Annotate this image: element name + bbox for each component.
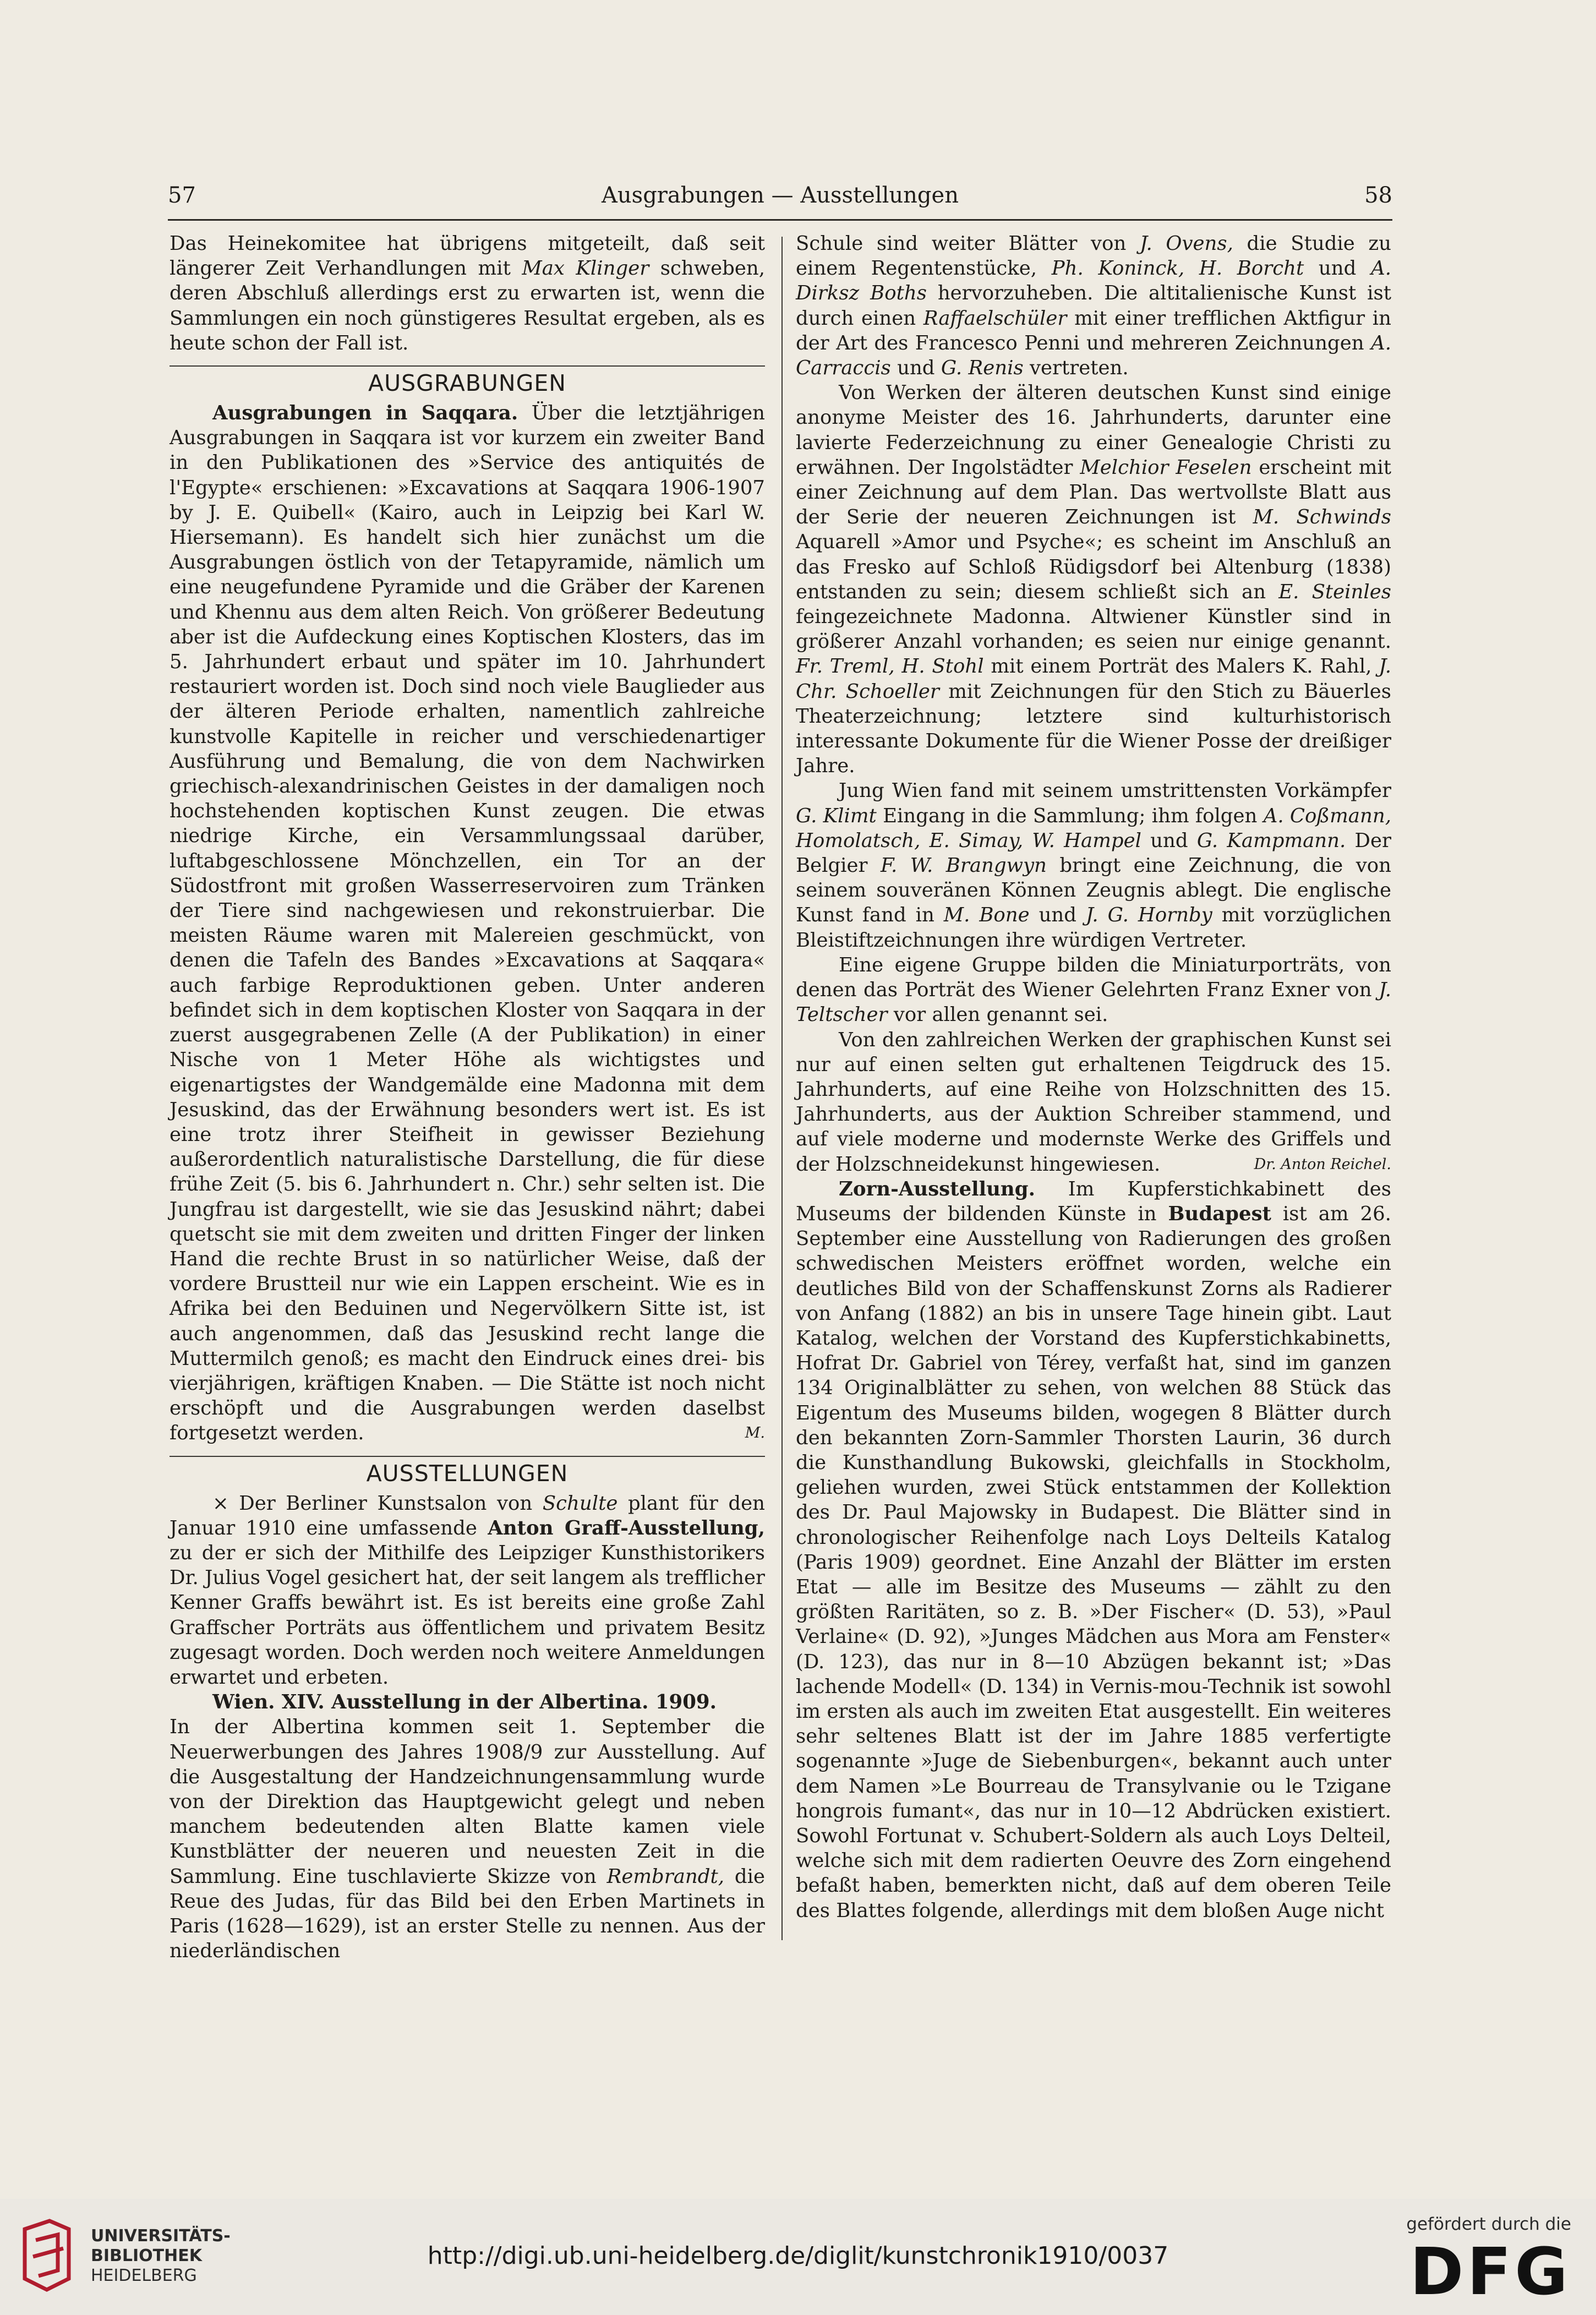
heine-paragraph: Das Heinekomitee hat übrigens mitgeteilt, daß seit längerer Zeit Verhandlungen mit Max Klinger schweben, deren Abschluß allerdings erst zu erwarten ist, wenn die Sammlungen ein noch günstigeres Resultat ergeben, als es heute schon der Fall ist. (170, 232, 765, 354)
zorn-article: Zorn-Ausstellung. Im Kupferstichkabinett des Museums der bildenden Künste in Budapest ist am 26. September eine Ausstellung von Radierungen des großen schwedischen Meisters eröffnet worden, welche ein deutliches Bild von der Schaffenskunst Zorns als Radierer von Anfang (1882) an bis in unsere Tage hinein gibt. Laut Katalog, welchen der Vorstand des Kupferstichkabinetts, Hofrat Dr. Gabriel von Térey, verfaßt hat, sind im ganzen 134 Originalblätter zu sehen, von welchen 88 Stück das Eigentum des Museums bilden, wogegen 8 Blätter durch den bekannten Zorn-Sammler Thorsten Laurin, 36 durch die Kunsthandlung Bukowski, gleichfalls in Stockholm, geliehen wurden, zwei Stück entstammen der Kollektion des Dr. Paul Majowsky in Budapest. Die Blätter sind in chronologischer Reihenfolge nach Loys Delteils Katalog (Paris 1909) geordnet. Eine Anzahl der Blätter im ersten Etat — alle im Besitze des Museums — zählt zu den größten Raritäten, so z. B. »Der Fischer« (D. 53), »Paul Verlaine« (D. 92), »Junges Mädchen aus Mora am Fenster« (D. 123), das nur in 8—10 Abzügen bekannt ist; »Das lachende Modell« (D. 134) in Vernis-mou-Technik ist sowohl im ersten als auch im zweiten Etat ausgestellt. Ein weiteres sehr seltenes Blatt ist der im Jahre 1885 verfertigte sogenannte »Juge de Siebenburgen«, bekannt auch unter dem Namen »Le Bourreau de Transylvanie ou le Tzigane hongrois fumant«, das nur in 10—12 Abdrücken existiert. Sowohl Fortunat v. Schubert-Soldern als auch Loys Delteil, welche sich mit dem radierten Oeuvre des Zorn eingehend befaßt haben, bemerkten nicht, daß auf dem oberen Teile des Blattes folgende, allerdings mit dem bloßen Auge nicht (796, 1177, 1391, 1922)
page-number-left: 57 (168, 183, 196, 208)
section-heading-ausgrabungen: AUSGRABUNGEN (368, 370, 566, 397)
albertina-heading: Wien. XIV. Ausstellung in der Albertina. 1909. (212, 1691, 717, 1714)
signature-reichel: Dr. Anton Reichel. (1254, 1155, 1391, 1173)
miniature-paragraph: Eine eigene Gruppe bilden die Miniaturporträts, von denen das Porträt des Wiener Gelehrten Franz Exner von J. Teltscher vor allen genannt sei. (796, 953, 1391, 1027)
footer-bar (0, 2199, 1596, 2315)
jung-wien-paragraph: Jung Wien fand mit seinem umstrittensten Vorkämpfer G. Klimt Eingang in die Sammlung; ihm folgen A. Coßmann, Homolatsch, E. Simay, W. Hampel und G. Kampmann. Der Belgier F. W. Brangwyn bringt eine Zeichnung, die von seinem souveränen Können Zeugnis ablegt. Die englische Kunst fand in M. Bone und J. G. Hornby mit vorzüglichen Bleistiftzeichnungen ihre würdigen Vertreter. (796, 779, 1391, 952)
page-number-right: 58 (1364, 183, 1392, 208)
section-rule (170, 365, 765, 367)
graphic-paragraph: Von den zahlreichen Werken der graphischen Kunst sei nur auf einen selten gut erhaltenen Teigdruck des 15. Jahrhunderts, auf eine Reihe von Holzschnitten des 15. Jahrhunderts, aus der Auktion Schreiber stammend, und auf viele moderne und modernste Werke des Griffels und der Holzschneidekunst hingewiesen. Dr. Anton Reichel. (796, 1028, 1391, 1177)
library-name: UNIVERSITÄTS- BIBLIOTHEK HEIDELBERG (91, 2226, 231, 2285)
saqqara-article: Ausgrabungen in Saqqara. Über die letztjährigen Ausgrabungen in Saqqara ist vor kurzem ein zweiter Band in den Publikationen des »Service des antiquités de l'Egypte« erschienen: »Excavations at Saqqara 1906-1907 by J. E. Quibell« (Kairo, auch in Leipzig bei Karl W. Hiersemann). Es handelt sich hier zunächst um die Ausgrabungen östlich von der Tetapyramide, nämlich um eine neugefundene Pyramide und die Gräber der Karenen und Khennu aus dem alten Reich. Von größerer Bedeutung aber ist die Aufdeckung eines Koptischen Klosters, das im 5. Jahrhundert erbaut und später im 10. Jahrhundert restauriert worden ist. Doch sind noch viele Bauglieder aus der älteren Periode erhalten, namentlich zahlreiche kunstvolle Kapitelle in reicher und verschiedenartiger Ausführung und Bemalung, die von dem Nachwirken griechisch-alexandrinischen Geistes in der damaligen noch hochstehenden koptischen Kunst zeugen. Die etwas niedrige Kirche, ein Versammlungssaal darüber, luftabgeschlossene Mönchzellen, ein Tor an der Südostfront mit großen Wasserreservoiren zum Tränken der Tiere sind nachgewiesen und rekonstruierbar. Die meisten Räume waren mit Malereien geschmückt, von denen die Tafeln des Bandes »Excavations at Saqqara« auch farbige Reproduktionen geben. Unter anderen befindet sich in dem koptischen Kloster von Saqqara in der zuerst ausgegrabenen Zelle (A der Publikation) in einer Nische von 1 Meter Höhe als wichtigstes und eigenartigstes der Wandgemälde eine Madonna mit dem Jesuskind, das der Erwähnung besonders wert ist. Es ist eine trotz ihrer Steifheit in gewisser Beziehung außerordentlich naturalistische Darstellung, die für diese frühe Zeit (5. bis 6. Jahrhundert n. Chr.) sehr selten ist. Die Jungfrau ist dargestellt, wie sie das Jesuskind nährt; dabei quetscht sie mit dem zweiten und dritten Finger der linken Hand die rechte Brust in so natürlicher Weise, daß der vordere Brustteil nur wie ein Lappen erscheint. Wie es in Afrika bei den Beduinen und Negervölkern Sitte ist, ist auch angenommen, daß das Jesuskind recht lange die Muttermilch genoß; es macht den Eindruck eines drei- bis vierjährigen, kräftigen Knaben. — Die Stätte ist noch nicht erschöpft und die Ausgrabungen werden daselbst fortgesetzt werden. M. (170, 401, 765, 1446)
albertina-article: In der Albertina kommen seit 1. September die Neuerwerbungen des Jahres 1908/9 zur Ausstellung. Auf die Ausgestaltung der Handzeichnungensammlung wurde von der Direktion das Hauptgewicht gelegt und neben manchem bedeutenden alten Blatte kamen viele Kunstblätter der neueren und neuesten Zeit in die Sammlung. Eine tuschlavierte Skizze von Rembrandt, die Reue des Judas, für das Bild bei den Erben Martinets in Paris (1628—1629), ist an erster Stelle zu nennen. Aus der niederländischen (170, 1716, 765, 1963)
dutch-paragraph: Schule sind weiter Blätter von J. Ovens, die Studie zu einem Regentenstücke, Ph. Koninck, H. Borcht und A. Dirksz Boths hervorzuheben. Die altitalienische Kunst ist durch einen Raffaelschüler mit einer trefflichen Aktfigur in der Art des Francesco Penni und mehreren Zeichnungen A. Carraccis und G. Renis vertreten. (796, 232, 1391, 380)
graff-article: × Der Berliner Kunstsalon von Schulte plant für den Januar 1910 eine umfassende Anton Graff-Ausstellung, zu der er sich der Mithilfe des Leipziger Kunsthistorikers Dr. Julius Vogel gesichert hat, der seit langem als trefflicher Kenner Graffs bewährt ist. Es ist bereits eine große Zahl Graffscher Porträts aus öffentlichem und privatem Besitz zugesagt worden. Doch werden noch weitere Anmeldungen erwartet und erbeten. (170, 1492, 765, 1689)
left-column (170, 231, 765, 1963)
header-rule (168, 219, 1392, 221)
funding-caption: gefördert durch die (1406, 2214, 1571, 2234)
right-column (796, 231, 1391, 1923)
column-divider (781, 237, 783, 1940)
dfg-logo: DFG (1409, 2234, 1571, 2309)
section-heading-ausstellungen: AUSSTELLUNGEN (366, 1460, 569, 1487)
source-url[interactable]: http://digi.ub.uni-heidelberg.de/diglit/kunstchronik1910/0037 (427, 2242, 1169, 2270)
section-rule (170, 1456, 765, 1457)
signature-m: M. (745, 1424, 765, 1442)
running-header (168, 175, 1392, 219)
german-paragraph: Von Werken der älteren deutschen Kunst sind einige anonyme Meister des 16. Jahrhunderts, darunter eine lavierte Federzeichnung zu einer Genealogie Christi zu erwähnen. Der Ingolstädter Melchior Feselen erscheint mit einer Zeichnung auf dem Plan. Das wertvollste Blatt aus der Serie der neueren Zeichnungen ist M. Schwinds Aquarell »Amor und Psyche«; es scheint im Anschluß an das Fresko auf Schloß Rüdigsdorf bei Altenburg (1838) entstanden zu sein; diesem schließt sich an E. Steinles feingezeichnete Madonna. Altwiener Künstler sind in größerer Anzahl vorhanden; es seien nur einige genannt. Fr. Treml, H. Stohl mit einem Porträt des Malers K. Rahl, J. Chr. Schoeller mit Zeichnungen für den Stich zu Bäuerles Theaterzeichnung; letztere sind kulturhistorisch interessante Dokumente für die Wiener Posse der dreißiger Jahre. (796, 381, 1391, 778)
running-title: Ausgrabungen — Ausstellungen (602, 183, 959, 208)
